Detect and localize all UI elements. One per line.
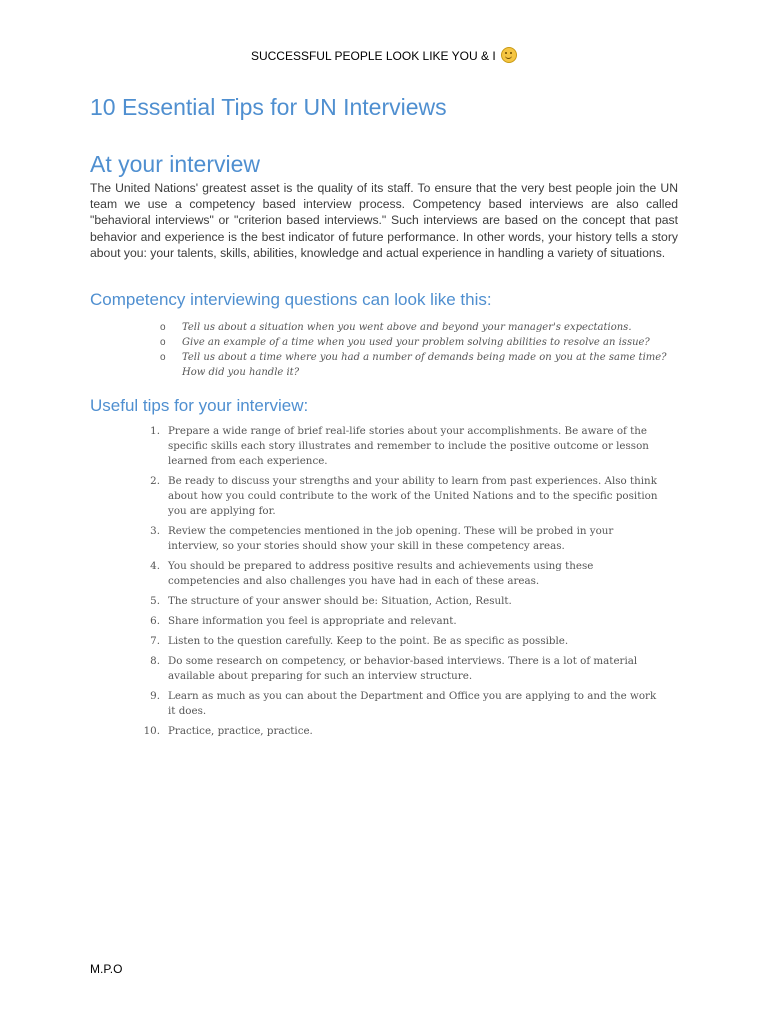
document-title: 10 Essential Tips for UN Interviews xyxy=(90,94,447,120)
list-number: 8. xyxy=(150,655,160,667)
list-item: o Tell us about a situation when you went above and beyond your manager's expectations. xyxy=(158,320,678,335)
tips-heading: Useful tips for your interview: xyxy=(90,396,309,415)
list-text: Learn as much as you can about the Department and Office you are applying to and the work it does. xyxy=(168,690,657,717)
list-number: 9. xyxy=(150,690,160,702)
list-text: Review the competencies mentioned in the job opening. These will be probed in your interview, so your stories should show your skill in these competency areas. xyxy=(168,525,614,552)
list-text: Listen to the question carefully. Keep to the point. Be as specific as possible. xyxy=(168,635,569,647)
list-number: 6. xyxy=(150,615,160,627)
list-item xyxy=(140,594,660,609)
smiley-icon xyxy=(501,47,517,63)
tips-list xyxy=(140,424,660,744)
header-text: SUCCESSFUL PEOPLE LOOK LIKE YOU & I xyxy=(250,49,496,63)
list-item: o Tell us about a time where you had a number of demands being made on you at the same time? How did you handle it? xyxy=(158,350,678,380)
list-text: Practice, practice, practice. xyxy=(168,725,313,737)
list-item xyxy=(140,654,660,684)
list-item xyxy=(140,424,660,469)
section-title: At your interview xyxy=(90,151,261,177)
list-number: 7. xyxy=(150,635,160,647)
page-footer: M.P.O xyxy=(90,962,123,976)
list-text: The structure of your answer should be: Situation, Action, Result. xyxy=(168,595,512,607)
intro-paragraph: The United Nations' greatest asset is the quality of its staff. To ensure that the very best people join the UN team we use a competency based interview process. Competency based interviews are also called "behavioral interviews" or "criterion based interviews." Such interviews are based on the concept that past behavior and experience is the best indicator of future performance. In other words, your history tells a story about you: your talents, skills, abilities, knowledge and actual experience in handling a variety of situations. xyxy=(90,181,678,260)
list-text: Be ready to discuss your strengths and your ability to learn from past experiences. Also think about how you could contribute to the work of the United Nations and to the specific position you are applying for. xyxy=(168,475,658,517)
list-text: Prepare a wide range of brief real-life stories about your accomplishments. Be aware of the specific skills each story illustrates and remember to include the positive outcome or lesson learned from each experience. xyxy=(168,425,649,467)
list-item xyxy=(140,634,660,649)
list-number: 10. xyxy=(143,725,160,737)
list-item xyxy=(140,724,660,739)
list-text: Share information you feel is appropriate and relevant. xyxy=(168,615,457,627)
list-number: 1. xyxy=(150,425,160,437)
questions-heading: Competency interviewing questions can look like this: xyxy=(90,290,492,309)
questions-list xyxy=(158,320,678,380)
list-text: Do some research on competency, or behavior-based interviews. There is a lot of material available about preparing for such an interview structure. xyxy=(168,655,638,682)
list-item xyxy=(140,689,660,719)
list-number: 2. xyxy=(150,475,160,487)
list-number: 4. xyxy=(150,560,160,572)
page-header xyxy=(0,47,768,63)
list-item: o Give an example of a time when you used your problem solving abilities to resolve an issue? xyxy=(158,335,678,350)
list-number: 5. xyxy=(150,595,160,607)
list-item xyxy=(140,474,660,519)
list-item xyxy=(140,524,660,554)
list-number: 3. xyxy=(150,525,160,537)
list-text: You should be prepared to address positive results and achievements using these competencies and also challenges you have had in each of these areas. xyxy=(168,560,594,587)
list-item xyxy=(140,559,660,589)
list-item xyxy=(140,614,660,629)
